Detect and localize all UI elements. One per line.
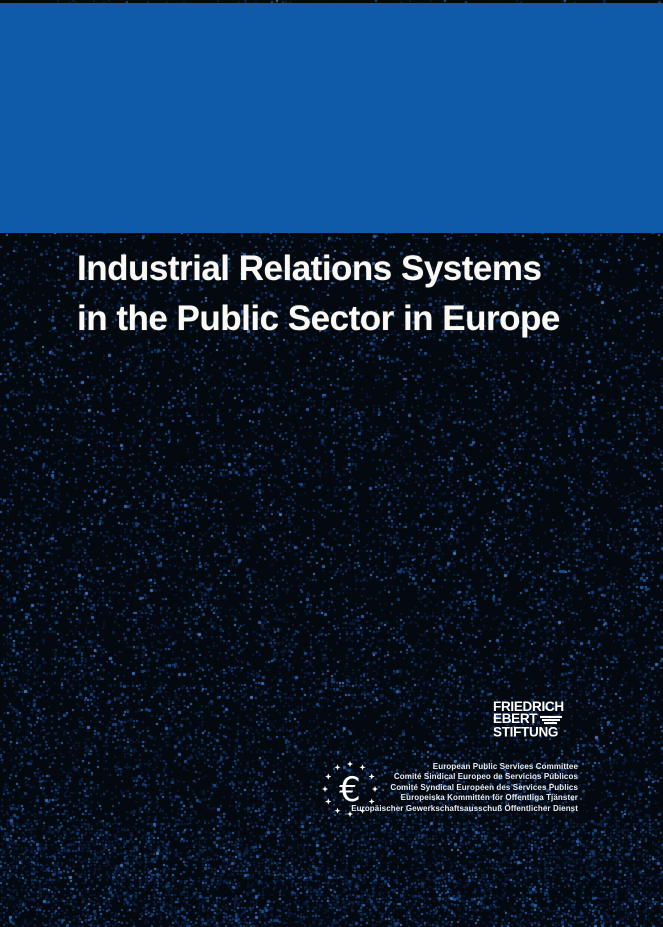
friedrich-ebert-stiftung-logo <box>493 698 564 740</box>
epsc-line-swedish: Europeiska Kommittén för Offentliga Tjänster <box>400 793 578 803</box>
epsc-line-spanish: Comité Sindical Europeo de Servicios Públicos <box>393 772 578 782</box>
cover-title <box>77 244 560 344</box>
top-blue-band <box>0 3 663 233</box>
fes-logo-line-3: STIFTUNG <box>493 723 559 740</box>
epsc-line-french: Comité Syndical Européen des Services Publics <box>390 782 578 792</box>
epsc-line-german: Europäischer Gewerkschaftsausschuß Öffentlicher Dienst <box>351 803 578 813</box>
epsc-line-english: European Public Services Committee <box>432 762 578 771</box>
cover-title-line-2: in the Public Sector in Europe <box>77 299 560 338</box>
fes-logo-line-2: EBERT <box>493 711 538 727</box>
fes-stripes-icon <box>540 716 564 726</box>
epsc-name-lines <box>158 762 578 814</box>
svg-text:€: € <box>339 770 361 810</box>
fes-logo-line-1: FRIEDRICH <box>493 698 564 714</box>
cover-title-line-1: Industrial Relations Systems <box>77 249 542 288</box>
